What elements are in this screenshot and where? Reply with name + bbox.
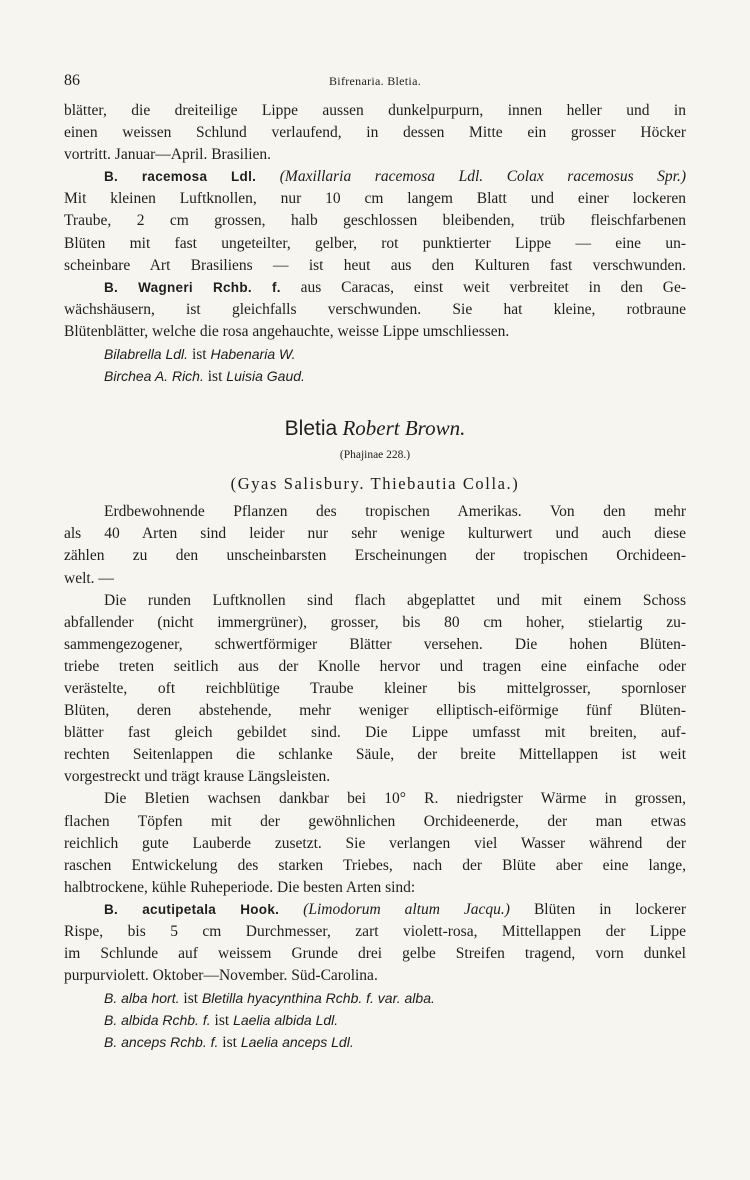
cross-references-top: [64, 343, 686, 387]
page-number: 86: [64, 72, 80, 89]
genus-synonyms: (Gyas Salisbury. Thiebautia Colla.): [230, 474, 520, 494]
text-line: wächshäusern, ist gleichfalls verschwunden. Sie hat kleine, rotbraune: [64, 300, 686, 318]
text-line: halbtrockene, kühle Ruheperiode. Die besten Arten sind:: [64, 878, 416, 896]
text-line: vorgestreckt und trägt krause Längsleisten.: [64, 768, 331, 786]
species-name: B. Wagneri Rchb. f.: [104, 279, 281, 295]
text-line: einen weissen Schlund verlaufend, in dessen Mitte ein grosser Höcker: [64, 124, 686, 142]
entry-acutipetala: [64, 899, 686, 987]
text-line: verästelte, oft reichblütige Traube kleiner bis mittelgrosser, spornloser: [64, 679, 686, 697]
text-line: blätter fast gleich gebildet sind. Die Lippe umfasst mit breiten, auf-: [64, 724, 686, 742]
cross-reference: B. anceps Rchb. f. ist Laelia anceps Ldl.: [104, 1034, 354, 1052]
page-header: [64, 72, 686, 92]
species-name: B. acutipetala Hook.: [104, 901, 280, 917]
page-body: [64, 100, 686, 1054]
genus-heading-block: [64, 413, 686, 501]
text-line: zählen zu den unscheinbarsten Erscheinungen der tropischen Orchideen-: [64, 547, 686, 565]
text-line: Mit kleinen Luftknollen, nur 10 cm langem Blatt und einer lockeren: [64, 190, 686, 208]
paragraph-continued: [64, 100, 686, 166]
text-line: triebe treten seitlich aus der Knolle hervor und tragen eine einfache oder: [64, 657, 686, 675]
text-line: als 40 Arten sind leider nur sehr wenige kulturwert und auch diese: [64, 525, 686, 543]
text-line: Die Bletien wachsen dankbar bei 10° R. niedrigster Wärme in grossen,: [104, 790, 686, 808]
text-line: im Schlunde auf weissem Grunde drei gelbe Streifen tragend, vorn dunkel: [64, 945, 686, 963]
text-line: Blüten, deren abstehende, mehr weniger elliptisch-eiförmige fünf Blüten-: [64, 702, 686, 720]
species-name: B. racemosa Ldl.: [104, 169, 257, 185]
text-fragment: Blüten in lockerer: [533, 900, 686, 918]
cross-reference: B. alba hort. ist Bletilla hyacynthina Rchb. f. var. alba.: [104, 990, 435, 1008]
text-line: Blütenblätter, welche die rosa angehauchte, weisse Lippe umschliessen.: [64, 322, 510, 340]
paragraph-morphology: [64, 590, 686, 789]
text-line: purpurviolett. Oktober—November. Süd-Carolina.: [64, 967, 378, 985]
text-line: Die runden Luftknollen sind flach abgeplattet und mit einem Schoss: [104, 591, 686, 609]
text-line: flachen Töpfen mit der gewöhnlichen Orchideenerde, der man etwas: [64, 812, 686, 830]
text-line: rechten Seitenlappen die schlanke Säule, der breite Mittellappen ist weit: [64, 746, 686, 764]
text-line: Erdbewohnende Pflanzen des tropischen Amerikas. Von den mehr: [104, 503, 686, 521]
text-line: raschen Entwickelung des starken Triebes, nach der Blüte aber eine lange,: [64, 856, 686, 874]
text-line: Traube, 2 cm grossen, halb geschlossen bleibenden, trüb fleischfarbenen: [64, 212, 686, 230]
text-line: abfallender (nicht immergrüner), grosser, bis 80 cm hoher, stielartig zu-: [64, 613, 686, 631]
text-line: reichlich gute Lauberde zusetzt. Sie verlangen viel Wasser während der: [64, 834, 686, 852]
cross-reference: B. albida Rchb. f. ist Laelia albida Ldl.: [104, 1012, 339, 1030]
text-fragment: aus Caracas, einst weit verbreitet in den Ge-: [300, 278, 686, 296]
cross-reference: Birchea A. Rich. ist Luisia Gaud.: [104, 368, 305, 386]
genus-subtribe: (Phajinae 228.): [339, 449, 411, 462]
text-line: welt. —: [64, 569, 114, 587]
running-title: Bifrenaria. Bletia.: [329, 74, 421, 88]
entry-wagneri: [64, 277, 686, 343]
cross-reference: Bilabrella Ldl. ist Habenaria W.: [104, 346, 296, 364]
text-line: Rispe, bis 5 cm Durchmesser, zart violett-rosa, Mittellappen der Lippe: [64, 923, 686, 940]
text-line: Blüten mit fast ungeteilter, gelber, rot punktierter Lippe — eine un-: [64, 234, 686, 252]
cross-references-bottom: [64, 987, 686, 1053]
genus-name: Bletia: [284, 417, 338, 441]
text-line: scheinbare Art Brasiliens — ist heut aus den Kulturen fast verschwunden.: [64, 256, 686, 274]
entry-racemosa: [64, 166, 686, 276]
text-line: blätter, die dreiteilige Lippe aussen dunkelpurpurn, innen heller und in: [64, 102, 686, 119]
text-line: sammengezogener, schwertförmiger Blätter versehen. Die hohen Blüten-: [64, 635, 686, 653]
genus-heading: [64, 413, 686, 443]
paragraph-intro: [64, 501, 686, 589]
species-synonyms: (Maxillaria racemosa Ldl. Colax racemosus Spr.): [279, 168, 686, 186]
genus-author: Robert Brown.: [342, 416, 466, 441]
text-line: vortritt. Januar—April. Brasilien.: [64, 146, 272, 164]
species-synonyms: (Limodorum altum Jacqu.): [303, 900, 510, 918]
paragraph-culture: [64, 788, 686, 898]
